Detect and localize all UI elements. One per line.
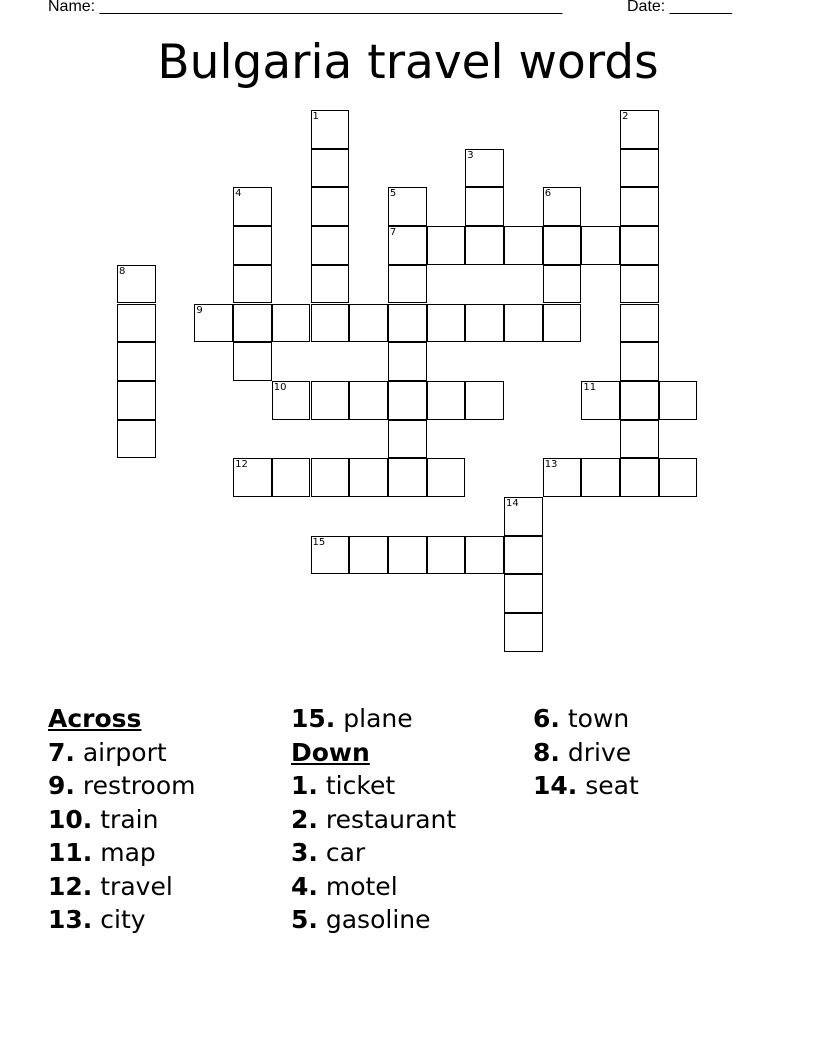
clue-across-13: 13. city bbox=[48, 905, 146, 934]
across-heading: Across bbox=[48, 704, 142, 733]
grid-cell[interactable] bbox=[427, 304, 466, 343]
grid-cell[interactable] bbox=[620, 226, 659, 265]
grid-cell[interactable] bbox=[620, 110, 659, 149]
grid-cell[interactable] bbox=[465, 304, 504, 343]
grid-cell[interactable] bbox=[504, 574, 543, 613]
grid-cell[interactable] bbox=[620, 304, 659, 343]
grid-cell[interactable] bbox=[311, 110, 350, 149]
clue-down-6: 6. town bbox=[533, 704, 630, 733]
grid-cell[interactable] bbox=[117, 265, 156, 304]
grid-cell[interactable] bbox=[311, 304, 350, 343]
grid-cell[interactable] bbox=[620, 187, 659, 226]
grid-cell[interactable] bbox=[504, 536, 543, 575]
grid-cell[interactable] bbox=[117, 420, 156, 459]
clue-across-10: 10. train bbox=[48, 804, 159, 834]
grid-cell[interactable] bbox=[272, 458, 311, 497]
grid-cell[interactable] bbox=[349, 381, 388, 420]
grid-cell[interactable] bbox=[388, 226, 427, 265]
clue-across-9: 9. restroom bbox=[48, 771, 196, 800]
clue-number: 14 bbox=[506, 498, 519, 509]
grid-cell[interactable] bbox=[465, 149, 504, 188]
date-field-label: Date: _______ bbox=[627, 0, 732, 15]
clue-down-4: 4. motel bbox=[291, 871, 398, 901]
clue-column-1 bbox=[48, 702, 195, 937]
grid-cell[interactable] bbox=[581, 226, 620, 265]
page-title: Bulgaria travel words bbox=[157, 35, 659, 90]
grid-cell[interactable] bbox=[388, 187, 427, 226]
grid-cell[interactable] bbox=[543, 187, 582, 226]
grid-cell[interactable] bbox=[233, 342, 272, 381]
grid-cell[interactable] bbox=[504, 226, 543, 265]
clue-number: 11 bbox=[583, 381, 597, 393]
name-field-label: Name: ____________________________________________________ bbox=[48, 0, 563, 15]
grid-cell[interactable] bbox=[117, 304, 156, 343]
grid-cell[interactable] bbox=[427, 536, 466, 575]
grid-cell[interactable] bbox=[233, 458, 272, 497]
clue-number: 6 bbox=[544, 188, 552, 200]
grid-cell[interactable] bbox=[311, 149, 350, 188]
grid-cell[interactable] bbox=[427, 458, 466, 497]
grid-cell[interactable] bbox=[543, 304, 582, 343]
clue-across-15: 15. plane bbox=[291, 704, 413, 733]
clue-number: 5 bbox=[389, 188, 397, 200]
grid-cell[interactable] bbox=[349, 458, 388, 497]
clue-number: 7 bbox=[389, 227, 397, 239]
grid-cell[interactable] bbox=[349, 304, 388, 343]
clue-down-1: 1. ticket bbox=[291, 771, 396, 800]
grid-cell[interactable] bbox=[388, 381, 427, 420]
clue-down-5: 5. gasoline bbox=[291, 905, 431, 934]
grid-cell[interactable] bbox=[620, 420, 659, 459]
grid-cell[interactable] bbox=[543, 458, 582, 497]
grid-cell[interactable] bbox=[659, 381, 698, 420]
grid-cell[interactable] bbox=[504, 497, 543, 536]
grid-cell[interactable] bbox=[388, 304, 427, 343]
grid-cell[interactable] bbox=[620, 458, 659, 497]
grid-cell[interactable] bbox=[465, 536, 504, 575]
clue-number: 2 bbox=[622, 111, 629, 122]
clue-down-8: 8. drive bbox=[533, 737, 632, 767]
clue-across-12: 12. travel bbox=[48, 871, 173, 901]
clue-across-11: 11. map bbox=[48, 838, 156, 867]
grid-cell[interactable] bbox=[233, 226, 272, 265]
grid-cell[interactable] bbox=[311, 265, 350, 304]
grid-cell[interactable] bbox=[194, 304, 233, 343]
grid-cell[interactable] bbox=[427, 226, 466, 265]
grid-cell[interactable] bbox=[272, 304, 311, 343]
grid-cell[interactable] bbox=[504, 304, 543, 343]
clue-number: 15 bbox=[312, 536, 326, 548]
grid-cell[interactable] bbox=[504, 613, 543, 652]
clue-across-7: 7. airport bbox=[48, 737, 167, 767]
clue-number: 10 bbox=[273, 381, 287, 393]
grid-cell[interactable] bbox=[543, 226, 582, 265]
grid-cell[interactable] bbox=[620, 342, 659, 381]
clue-number: 13 bbox=[544, 459, 558, 471]
grid-cell[interactable] bbox=[581, 458, 620, 497]
grid-cell[interactable] bbox=[465, 226, 504, 265]
clue-number: 12 bbox=[235, 459, 248, 471]
grid-cell[interactable] bbox=[311, 226, 350, 265]
grid-cell[interactable] bbox=[388, 536, 427, 575]
grid-cell[interactable] bbox=[427, 381, 466, 420]
grid-cell[interactable] bbox=[233, 265, 272, 304]
grid-cell[interactable] bbox=[659, 458, 698, 497]
grid-cell[interactable] bbox=[388, 342, 427, 381]
grid-cell[interactable] bbox=[388, 265, 427, 304]
clue-down-3: 3. car bbox=[291, 838, 366, 867]
grid-cell[interactable] bbox=[620, 381, 659, 420]
grid-cell[interactable] bbox=[388, 458, 427, 497]
grid-cell[interactable] bbox=[581, 381, 620, 420]
grid-cell[interactable] bbox=[311, 381, 350, 420]
grid-cell[interactable] bbox=[311, 536, 350, 575]
grid-cell[interactable] bbox=[233, 187, 272, 226]
grid-cell[interactable] bbox=[388, 420, 427, 459]
clue-down-14: 14. seat bbox=[533, 771, 639, 800]
grid-cell[interactable] bbox=[543, 265, 582, 304]
clue-number: 8 bbox=[119, 265, 126, 277]
clue-down-2: 2. restaurant bbox=[291, 804, 457, 834]
clue-number: 3 bbox=[467, 149, 474, 161]
clue-number: 4 bbox=[235, 188, 242, 200]
grid-cell[interactable] bbox=[272, 381, 311, 420]
grid-cell[interactable] bbox=[233, 304, 272, 343]
grid-cell[interactable] bbox=[620, 265, 659, 304]
grid-cell[interactable] bbox=[620, 149, 659, 188]
grid-cell[interactable] bbox=[465, 381, 504, 420]
grid-cell[interactable] bbox=[311, 187, 350, 226]
grid-cell[interactable] bbox=[117, 342, 156, 381]
clue-column-3 bbox=[533, 702, 639, 803]
clue-number: 9 bbox=[196, 304, 203, 316]
clue-number: 1 bbox=[312, 111, 319, 122]
grid-cell[interactable] bbox=[465, 187, 504, 226]
grid-cell[interactable] bbox=[311, 458, 350, 497]
grid-cell[interactable] bbox=[117, 381, 156, 420]
clue-column-2 bbox=[291, 702, 456, 937]
down-heading: Down bbox=[291, 737, 370, 767]
grid-cell[interactable] bbox=[349, 536, 388, 575]
